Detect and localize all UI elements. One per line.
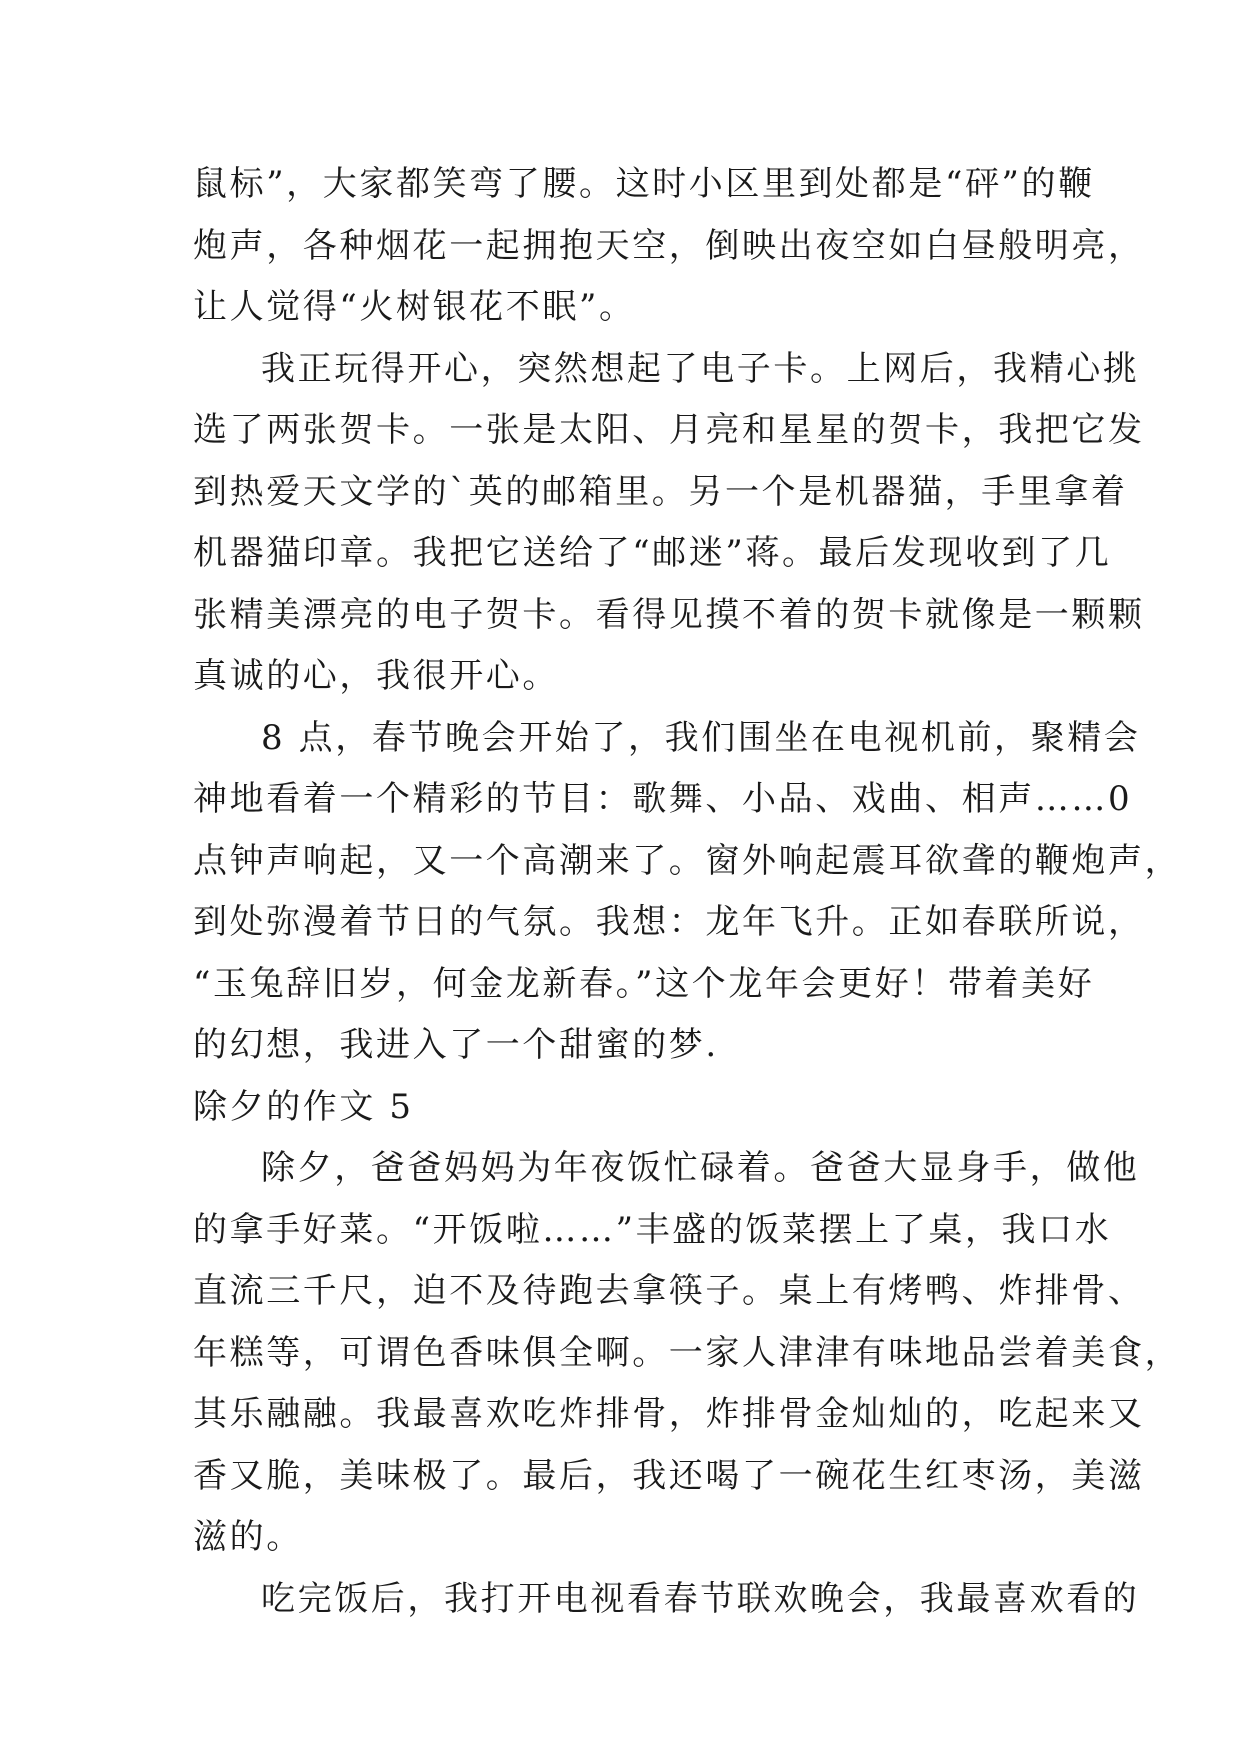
- text-line: 鼠标”，大家都笑弯了腰。这时小区里到处都是“砰”的鞭: [193, 164, 1095, 204]
- paragraph-first-line: 8 点，春节晚会开始了，我们围坐在电视机前，聚精会: [261, 717, 1141, 758]
- paragraph-first-line: 除夕，爸爸妈妈为年夜饭忙碌着。爸爸大显身手，做他: [261, 1148, 1140, 1188]
- text-line: 其乐融融。我最喜欢吃炸排骨，炸排骨金灿灿的，吃起来又: [193, 1394, 1145, 1434]
- text-line: 点钟声响起，又一个高潮来了。窗外响起震耳欲聋的鞭炮声，: [193, 840, 1182, 881]
- text-line: 选了两张贺卡。一张是太阳、月亮和星星的贺卡，我把它发: [193, 410, 1145, 450]
- section-heading: 除夕的作文 5: [193, 1086, 414, 1127]
- text-line: 直流三千尺，迫不及待跑去拿筷子。桌上有烤鸭、炸排骨、: [193, 1271, 1145, 1311]
- text-line: 机器猫印章。我把它送给了“邮迷”蒋。最后发现收到了几: [193, 533, 1112, 573]
- paragraph-first-line: 吃完饭后，我打开电视看春节联欢晚会，我最喜欢看的: [261, 1578, 1140, 1619]
- text-line: 年糕等，可谓色香味俱全啊。一家人津津有味地品尝着美食，: [193, 1332, 1182, 1373]
- text-line: 炮声，各种烟花一起拥抱天空，倒映出夜空如白昼般明亮，: [193, 225, 1145, 266]
- text-line: 让人觉得“火树银花不眠”。: [193, 287, 636, 327]
- text-line: 张精美漂亮的电子贺卡。看得见摸不着的贺卡就像是一颗颗: [193, 594, 1145, 635]
- text-line: 神地看着一个精彩的节目：歌舞、小品、戏曲、相声……0: [193, 779, 1133, 819]
- text-line: 的拿手好菜。“开饭啦……”丰盛的饭菜摆上了桌，我口水: [193, 1209, 1112, 1250]
- text-line: 到处弥漫着节日的气氛。我想：龙年飞升。正如春联所说，: [193, 902, 1145, 942]
- text-line: “玉兔辞旧岁，何金龙新春。”这个龙年会更好！带着美好: [193, 963, 1095, 1004]
- text-line: 香又脆，美味极了。最后，我还喝了一碗花生红枣汤，美滋: [193, 1455, 1145, 1496]
- text-line: 真诚的心，我很开心。: [193, 656, 559, 696]
- essay-body: [193, 154, 1182, 1630]
- text-line: 滋的。: [193, 1517, 303, 1557]
- paragraph-first-line: 我正玩得开心，突然想起了电子卡。上网后，我精心挑: [261, 348, 1140, 389]
- text-line: 的幻想，我进入了一个甜蜜的梦.: [193, 1025, 719, 1065]
- text-line: 到热爱天文学的`英的邮箱里。另一个是机器猫，手里拿着: [193, 471, 1128, 512]
